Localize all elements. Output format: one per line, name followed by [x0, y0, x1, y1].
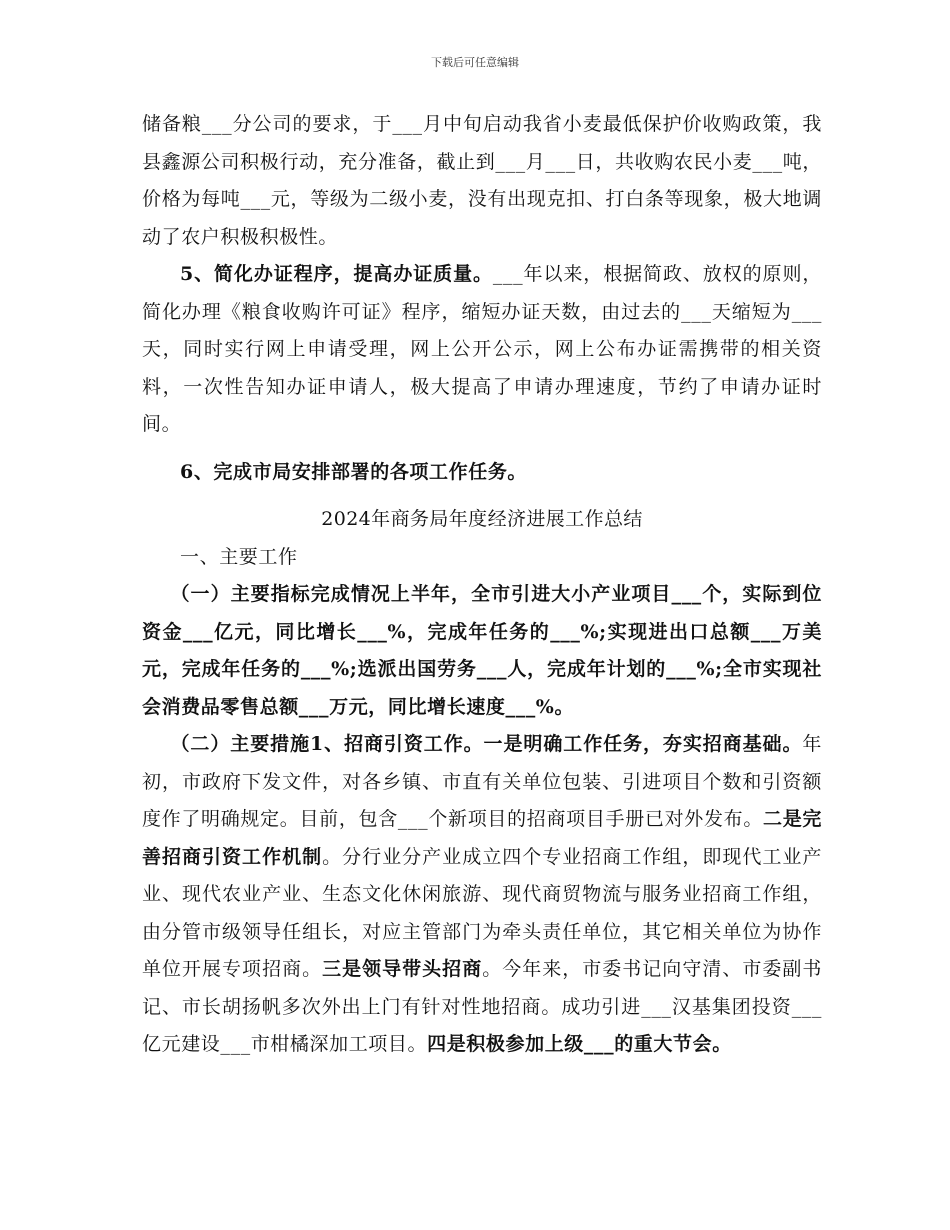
paragraph-grain-purchase	[142, 106, 822, 256]
text-run-bold: （二）主要措施1、招商引资工作。一是明确工作任务，夯实招商基础。	[170, 733, 803, 755]
section-heading-main-work	[142, 539, 822, 577]
text-run-bold: 四是积极参加上级___的重大节会。	[427, 1033, 732, 1055]
text-run-bold: （一）主要指标完成情况上半年，全市引进大小产业项目___个，实际到位资金___亿元，同比增长___%，完成年任务的___%;实现进出口总额___万美元，完成年任务的___%;选派出国劳务___人，完成年计划的___%;全市实现社会消费品零售总额___万元，同比增长速度___%。	[142, 583, 822, 718]
title-text: 2024年商务局年度经济进展工作总结	[321, 508, 643, 530]
heading-text: 一、主要工作	[180, 545, 298, 568]
document-title	[142, 501, 822, 539]
text-run: ___年以来，根据简政、放权的原则，简化办理《粮食收购许可证》程序，缩短办证天数，由过去的___天缩短为___天，同时实行网上申请受理，网上公开公示，网上公布办证需携带的相关资料，一次性告知办证申请人，极大提高了申请办理速度，节约了申请办证时间。	[142, 263, 822, 435]
text-run: 储备粮___分公司的要求，于___月中旬启动我省小麦最低保护价收购政策，我县鑫源公司积极行动，充分准备，截止到___月___日，共收购农民小麦___吨，价格为每吨___元，等级为二级小麦，没有出现克扣、打白条等现象，极大地调动了农户积极积极性。	[142, 113, 822, 248]
text-run: 。今年来，市委书记向守清、市委副书记、市长胡扬帆多次外出上门有针对性地招商。成功引进___汉基集团投资___亿元建设___市柑橘深加工项目。	[142, 958, 822, 1055]
document-body	[142, 106, 822, 1064]
paragraph-main-indicators	[142, 576, 822, 726]
text-run: 。分行业分产业成立四个专业招商工作组，即现代工业产业、现代农业产业、生态文化休闲旅游、现代商贸物流与服务业招商工作组，由分管市级领导任组长，对应主管部门为牵头责任单位，其它相关单位为协作单位开展专项招商。	[142, 845, 822, 980]
paragraph-simplify-license	[142, 256, 822, 444]
text-run-bold: 5、简化办证程序，提高办证质量。	[180, 263, 493, 285]
text-run-bold: 6、完成市局安排部署的各项工作任务。	[180, 460, 528, 483]
text-run-bold: 二是完善招商引资工作机制	[142, 808, 822, 868]
text-run: 年初，市政府下发文件，对各乡镇、市直有关单位包装、引进项目个数和引资额度作了明确规定。目前，包含___个新项目的招商项目手册已对外发布。	[142, 733, 822, 830]
text-run-bold: 三是领导带头招商	[322, 958, 483, 980]
paragraph-main-measures	[142, 726, 822, 1064]
page-header: 下载后可任意编辑	[431, 56, 519, 69]
paragraph-complete-tasks	[142, 454, 822, 492]
